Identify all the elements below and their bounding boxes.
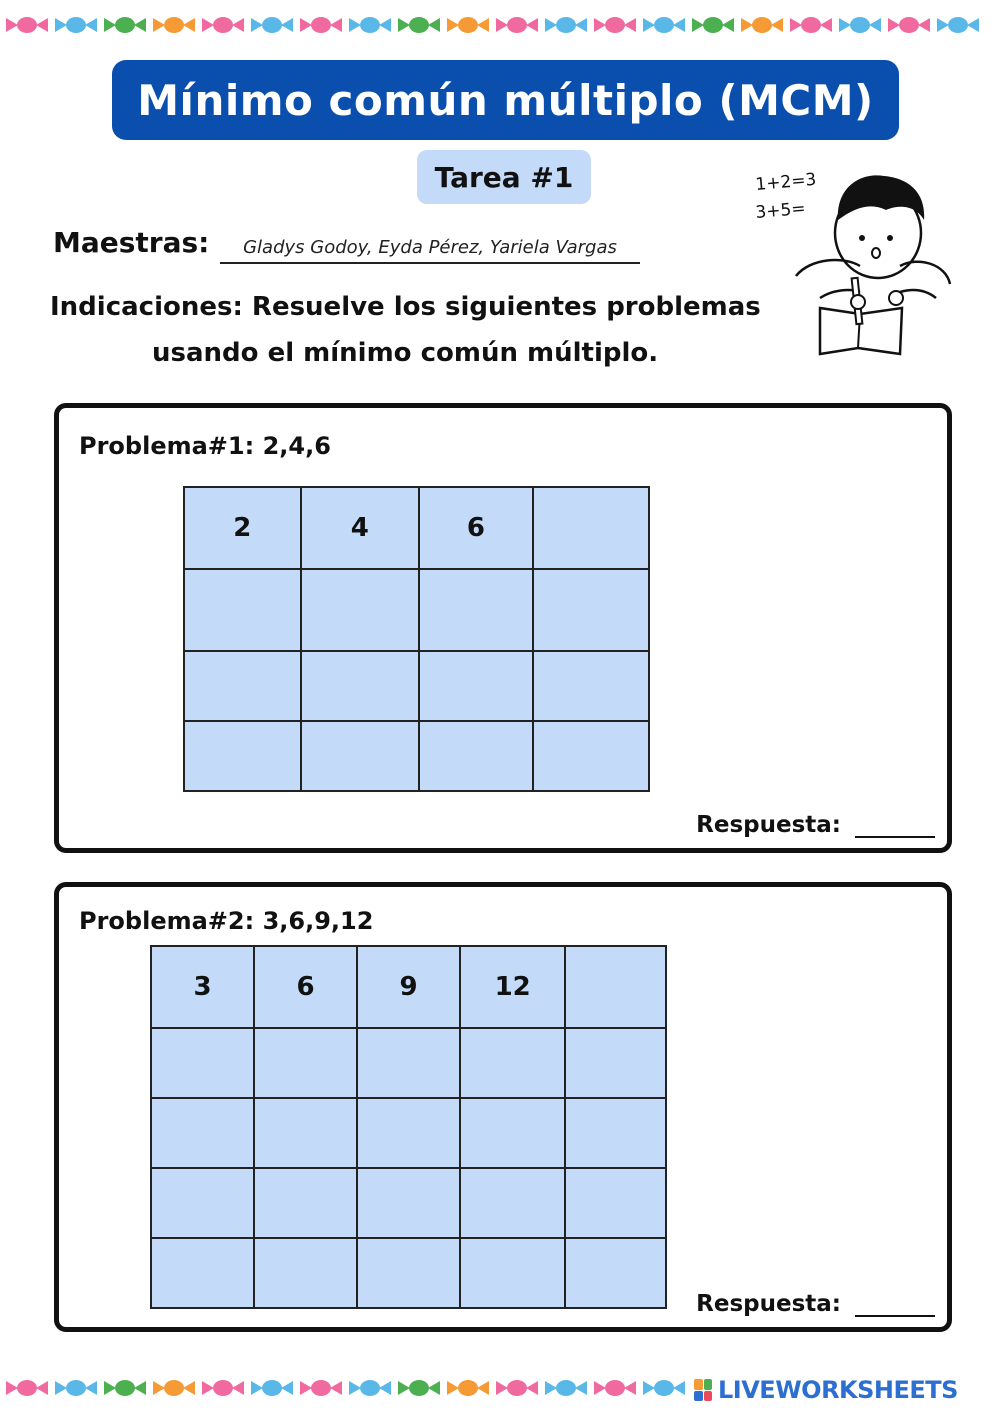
- candy-icon: [496, 1377, 538, 1399]
- grid-cell-blank[interactable]: [357, 1098, 460, 1168]
- candy-border-top: [0, 14, 1000, 44]
- grid-row: [151, 1168, 666, 1238]
- candy-border-bottom: [0, 1377, 690, 1407]
- candy-icon: [300, 14, 342, 36]
- candy-icon: [937, 14, 979, 36]
- problem-1-grid: [183, 486, 650, 792]
- candy-icon: [888, 14, 930, 36]
- grid-cell-blank[interactable]: [254, 1028, 357, 1098]
- title-banner: [112, 60, 899, 140]
- grid-cell-blank[interactable]: [565, 1168, 666, 1238]
- teachers-field: [220, 232, 640, 264]
- grid-cell-number: 12: [460, 946, 565, 1028]
- candy-icon: [251, 1377, 293, 1399]
- problem-2-grid: [150, 945, 667, 1309]
- grid-row: [184, 569, 649, 651]
- candy-icon: [594, 14, 636, 36]
- candy-icon: [447, 14, 489, 36]
- grid-cell-blank[interactable]: [565, 1098, 666, 1168]
- candy-icon: [741, 14, 783, 36]
- grid-cell-blank[interactable]: [533, 721, 649, 791]
- answer-blank[interactable]: [855, 1293, 935, 1317]
- grid-cell-blank[interactable]: [151, 1098, 254, 1168]
- grid-cell-blank[interactable]: [460, 1238, 565, 1308]
- math-line-2: 3+5=: [754, 198, 807, 223]
- candy-icon: [643, 1377, 685, 1399]
- grid-cell-blank[interactable]: [533, 487, 649, 569]
- candy-icon: [55, 1377, 97, 1399]
- grid-cell-number: 2: [184, 487, 301, 569]
- grid-cell-blank[interactable]: [460, 1028, 565, 1098]
- answer-blank[interactable]: [855, 814, 935, 838]
- candy-icon: [104, 1377, 146, 1399]
- grid-row: [184, 721, 649, 791]
- grid-cell-blank[interactable]: [151, 1168, 254, 1238]
- grid-cell-blank[interactable]: [460, 1098, 565, 1168]
- candy-icon: [202, 14, 244, 36]
- grid-cell-number: 6: [419, 487, 533, 569]
- candy-icon: [349, 1377, 391, 1399]
- grid-cell-blank[interactable]: [533, 651, 649, 721]
- grid-cell-blank[interactable]: [419, 569, 533, 651]
- problem-1-title: Problema#1: 2,4,6: [79, 432, 331, 460]
- grid-cell-blank[interactable]: [533, 569, 649, 651]
- grid-cell-blank[interactable]: [184, 721, 301, 791]
- grid-cell-blank[interactable]: [151, 1238, 254, 1308]
- grid-cell-blank[interactable]: [301, 651, 420, 721]
- problem-1-answer: [696, 812, 935, 838]
- instructions-line-2: usando el mínimo común múltiplo.: [152, 338, 659, 368]
- grid-cell-number: 9: [357, 946, 460, 1028]
- grid-cell-blank[interactable]: [357, 1028, 460, 1098]
- grid-row: [151, 946, 666, 1028]
- answer-label: Respuesta:: [696, 1291, 841, 1317]
- grid-cell-blank[interactable]: [419, 651, 533, 721]
- grid-cell-blank[interactable]: [184, 651, 301, 721]
- grid-row: [184, 651, 649, 721]
- candy-icon: [545, 1377, 587, 1399]
- grid-cell-number: 3: [151, 946, 254, 1028]
- grid-cell-blank[interactable]: [254, 1168, 357, 1238]
- candy-icon: [545, 14, 587, 36]
- grid-row: [151, 1238, 666, 1308]
- candy-icon: [104, 14, 146, 36]
- grid-cell-blank[interactable]: [419, 721, 533, 791]
- answer-label: Respuesta:: [696, 812, 841, 838]
- grid-cell-blank[interactable]: [151, 1028, 254, 1098]
- grid-cell-blank[interactable]: [565, 1028, 666, 1098]
- candy-icon: [55, 14, 97, 36]
- candy-icon: [349, 14, 391, 36]
- candy-icon: [251, 14, 293, 36]
- grid-cell-number: 4: [301, 487, 420, 569]
- candy-icon: [496, 14, 538, 36]
- candy-icon: [790, 14, 832, 36]
- grid-cell-blank[interactable]: [254, 1098, 357, 1168]
- candy-icon: [692, 14, 734, 36]
- brand: [694, 1376, 958, 1404]
- candy-icon: [447, 1377, 489, 1399]
- candy-icon: [839, 14, 881, 36]
- candy-icon: [6, 14, 48, 36]
- grid-cell-blank[interactable]: [254, 1238, 357, 1308]
- problem-2-panel: [54, 882, 952, 1332]
- problem-1-panel: [54, 403, 952, 853]
- candy-icon: [398, 1377, 440, 1399]
- grid-row: [184, 487, 649, 569]
- math-line-1: 1+2=3: [754, 169, 818, 195]
- grid-cell-blank[interactable]: [565, 1238, 666, 1308]
- candy-icon: [398, 14, 440, 36]
- task-label: Tarea #1: [417, 150, 591, 204]
- grid-cell-blank[interactable]: [357, 1168, 460, 1238]
- grid-cell-blank[interactable]: [301, 569, 420, 651]
- grid-cell-blank[interactable]: [565, 946, 666, 1028]
- grid-cell-blank[interactable]: [357, 1238, 460, 1308]
- candy-icon: [153, 1377, 195, 1399]
- grid-row: [151, 1098, 666, 1168]
- candy-icon: [300, 1377, 342, 1399]
- grid-cell-blank[interactable]: [460, 1168, 565, 1238]
- brand-name: LIVEWORKSHEETS: [718, 1376, 958, 1404]
- candy-icon: [643, 14, 685, 36]
- candy-icon: [6, 1377, 48, 1399]
- grid-cell-number: 6: [254, 946, 357, 1028]
- instructions-line-1: Indicaciones: Resuelve los siguientes problemas: [50, 292, 761, 322]
- candy-icon: [202, 1377, 244, 1399]
- brand-logo-icon: [694, 1379, 712, 1401]
- candy-icon: [594, 1377, 636, 1399]
- grid-row: [151, 1028, 666, 1098]
- problem-2-title: Problema#2: 3,6,9,12: [79, 907, 374, 935]
- grid-cell-blank[interactable]: [184, 569, 301, 651]
- page-title: Mínimo común múltiplo (MCM): [137, 75, 874, 125]
- teachers-names: Gladys Godoy, Eyda Pérez, Yariela Vargas: [243, 236, 617, 258]
- problem-2-answer: [696, 1291, 935, 1317]
- teachers-label: Maestras:: [53, 226, 210, 259]
- grid-cell-blank[interactable]: [301, 721, 420, 791]
- student-illustration: [750, 158, 960, 358]
- candy-icon: [153, 14, 195, 36]
